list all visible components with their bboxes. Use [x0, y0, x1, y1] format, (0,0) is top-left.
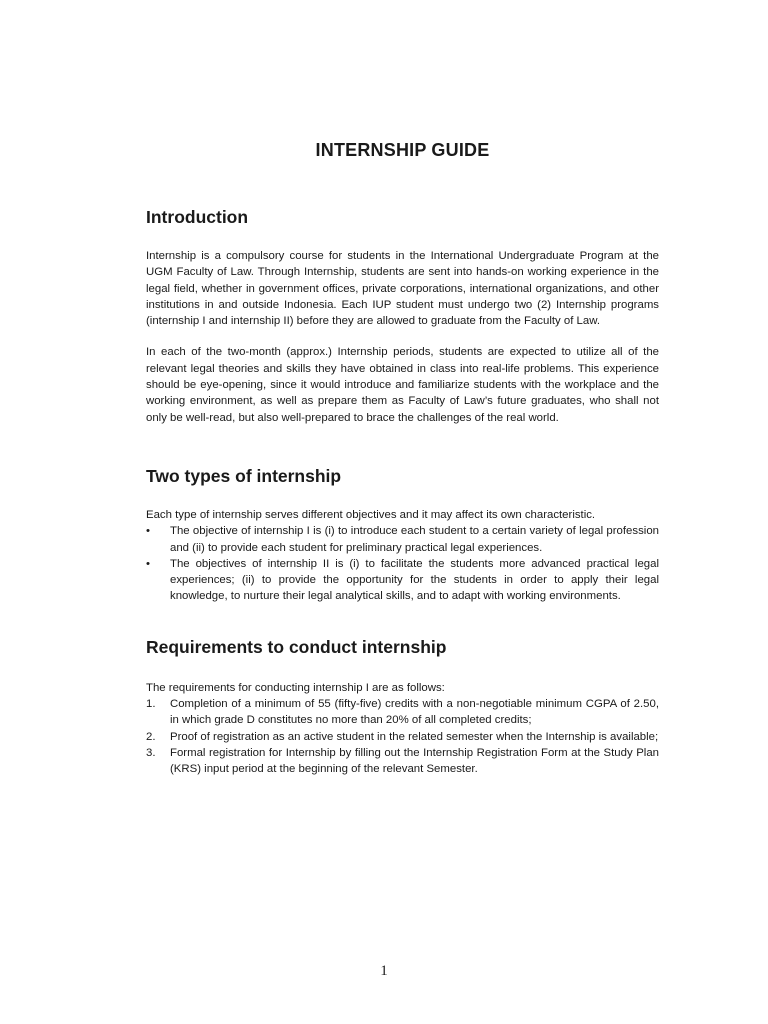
bullet-text: The objective of internship I is (i) to introduce each student to a certain variety of legal profession and (ii) to provide each student for preliminary practical legal experiences.: [170, 525, 659, 554]
document-title: INTERNSHIP GUIDE: [315, 140, 490, 160]
list-item: [146, 729, 659, 745]
introduction-paragraph-1: Internship is a compulsory course for students in the International Undergraduate Program at the UGM Faculty of Law. Through Internship, students are sent into hands-on working experience in the legal field, whether in government offices, private corporations, international organizations, and other institutions in and outside Indonesia. Each IUP student must undergo two (2) Internship programs (internship I and internship II) before they are allowed to graduate from the Faculty of Law.: [146, 250, 659, 328]
list-item: [146, 556, 659, 605]
list-item: [146, 696, 659, 729]
list-text: Completion of a minimum of 55 (fifty-five) credits with a non-negotiable minimum CGPA of 2.50, in which grade D constitutes no more than 20% of all completed credits;: [170, 698, 659, 727]
bullet-marker: •: [146, 525, 150, 538]
requirements-list: [146, 696, 659, 777]
bullet-marker: •: [146, 557, 150, 570]
list-text: Formal registration for Internship by filling out the Internship Registration Form at the Study Plan (KRS) input period at the beginning of the relevant Semester.: [170, 746, 659, 776]
types-bullet-list: [146, 523, 659, 604]
list-number: 1.: [146, 698, 156, 711]
list-item: [146, 745, 659, 778]
bullet-text: The objectives of internship II is (i) to facilitate the students more advanced practical legal experiences; (ii) to provide the opportunity for the students in order to apply their legal knowledge, to nurture their legal analytical skills, and to adapt with working environments.: [170, 557, 659, 603]
heading-introduction: Introduction: [146, 207, 249, 227]
types-intro-paragraph: Each type of internship serves different objectives and it may affect its own characteristic.: [146, 508, 596, 521]
heading-two-types: Two types of internship: [146, 465, 342, 486]
list-number: 2.: [146, 730, 156, 743]
introduction-paragraph-2: In each of the two-month (approx.) Internship periods, students are expected to utilize all of the relevant legal theories and skills they have obtained in class into real-life problems. This experience should be eye-opening, since it would introduce and familiarize students with the workplace and the working environment, as well as prepare them as Faculty of Law’s future graduates, who shall not only be well-read, but also well-prepared to brace the challenges of the real world.: [146, 346, 659, 424]
list-text: Proof of registration as an active student in the related semester when the Internship is available;: [170, 730, 659, 743]
list-number: 3.: [146, 746, 156, 759]
requirements-intro-paragraph: The requirements for conducting internship I are as follows:: [146, 681, 445, 694]
page-number: 1: [380, 963, 388, 979]
list-item: [146, 523, 659, 556]
page-content: [146, 136, 659, 778]
heading-requirements: Requirements to conduct internship: [146, 636, 447, 657]
